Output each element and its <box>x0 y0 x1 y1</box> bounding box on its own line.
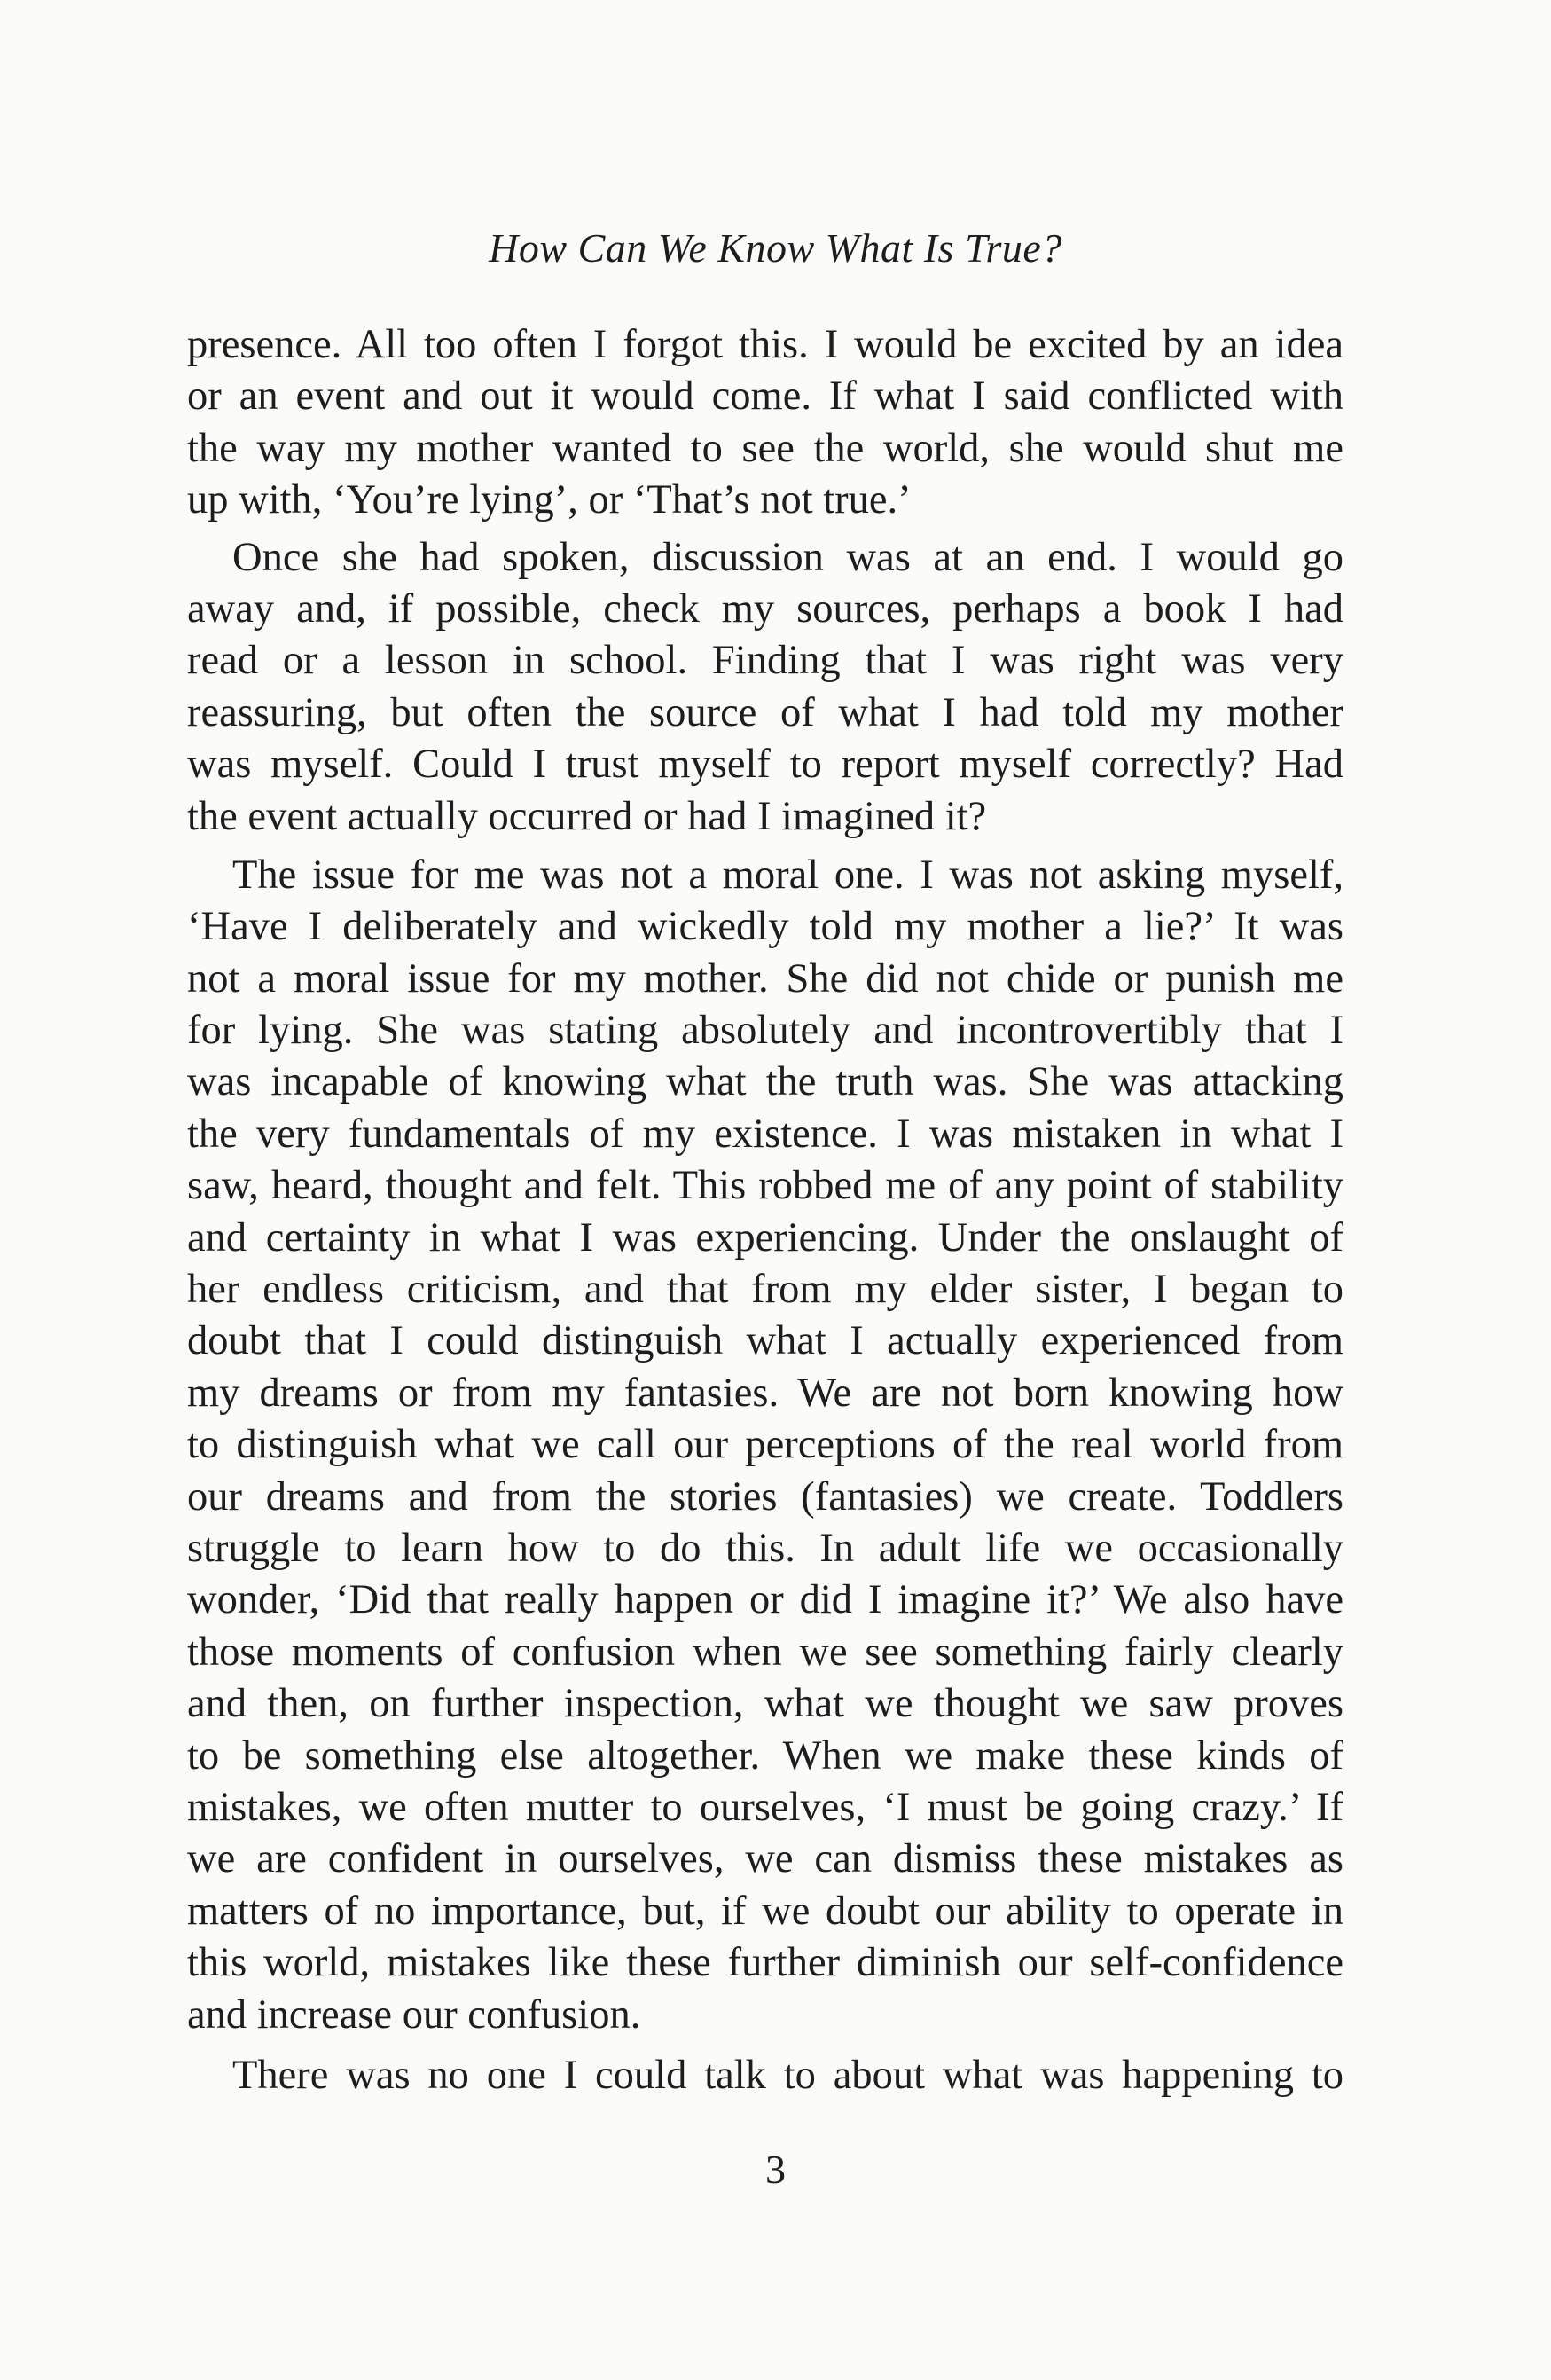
text-line: doubt that I could distinguish what I actually experienced from <box>187 1318 1343 1364</box>
text-line: was myself. Could I trust myself to report myself correctly? Had <box>187 742 1343 788</box>
running-head: How Can We Know What Is True? <box>489 225 1062 271</box>
text-line: my dreams or from my fantasies. We are not born knowing how <box>187 1370 1343 1416</box>
text-line: saw, heard, thought and felt. This robbed me of any point of stability <box>187 1163 1343 1209</box>
text-line: her endless criticism, and that from my elder sister, I began to <box>187 1267 1343 1313</box>
text-line: wonder, ‘Did that really happen or did I imagine it?’ We also have <box>187 1577 1343 1623</box>
text-line: for lying. She was stating absolutely and incontrovertibly that I <box>187 1008 1343 1054</box>
text-line: the event actually occurred or had I imagined it? <box>187 793 987 839</box>
text-line: those moments of confusion when we see something fairly clearly <box>187 1629 1343 1675</box>
paragraph <box>187 319 1343 527</box>
text-line: and then, on further inspection, what we thought we saw proves <box>187 1681 1343 1727</box>
text-line: we are confident in ourselves, we can dismiss these mistakes as <box>187 1836 1343 1882</box>
text-line: read or a lesson in school. Finding that I was right was very <box>187 638 1343 684</box>
text-line: reassuring, but often the source of what I had told my mother <box>187 689 1343 735</box>
page-number: 3 <box>765 2147 786 2192</box>
text-line: There was no one I could talk to about what was happening to <box>232 2052 1343 2098</box>
text-line: away and, if possible, check my sources, perhaps a book I had <box>187 585 1343 632</box>
text-line: our dreams and from the stories (fantasies) we create. Toddlers <box>187 1473 1343 1520</box>
text-line: struggle to learn how to do this. In adult life we occasionally <box>187 1525 1343 1571</box>
paragraph <box>187 850 1343 2041</box>
text-line: presence. All too often I forgot this. I would be excited by an idea <box>187 322 1343 367</box>
text-line: or an event and out it would come. If what I said conflicted with <box>187 373 1343 420</box>
text-line: Once she had spoken, discussion was at an end. I would go <box>232 534 1343 580</box>
text-line: the very fundamentals of my existence. I was mistaken in what I <box>187 1111 1343 1157</box>
text-line: up with, ‘You’re lying’, or ‘That’s not true.’ <box>187 477 912 523</box>
text-line: the way my mother wanted to see the world, she would shut me <box>187 425 1343 471</box>
text-line: ‘Have I deliberately and wickedly told my mother a lie?’ It was <box>187 904 1343 950</box>
paragraph <box>187 2050 1343 2101</box>
text-line: matters of no importance, but, if we doubt our ability to operate in <box>187 1888 1343 1934</box>
text-line: this world, mistakes like these further diminish our self-confidence <box>187 1940 1343 1986</box>
text-line: to be something else altogether. When we make these kinds of <box>187 1732 1343 1779</box>
text-line: was incapable of knowing what the truth was. She was attacking <box>187 1059 1343 1105</box>
paragraph <box>187 532 1343 843</box>
text-line: not a moral issue for my mother. She did not chide or punish me <box>187 955 1343 1001</box>
text-line: to distinguish what we call our perceptions of the real world from <box>187 1422 1343 1468</box>
body-text <box>187 319 1343 2101</box>
text-line: mistakes, we often mutter to ourselves, ‘I must be going crazy.’ If <box>187 1784 1343 1830</box>
text-line: and certainty in what I was experiencing. Under the onslaught of <box>187 1214 1343 1261</box>
text-line: and increase our confusion. <box>187 1991 641 2038</box>
text-line: The issue for me was not a moral one. I was not asking myself, <box>232 852 1343 898</box>
